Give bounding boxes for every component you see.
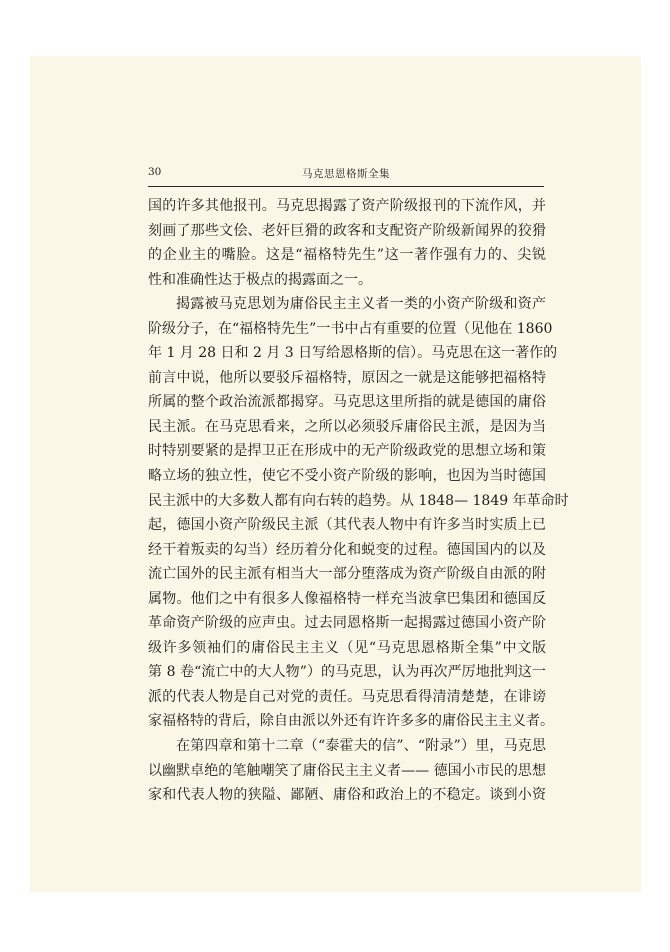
text-line: 以幽默卓绝的笔触嘲笑了庸俗民主主义者—— 德国小市民的思想 — [148, 762, 546, 779]
text-line: 经干着叛卖的勾当）经历着分化和蜕变的过程。德国国内的以及 — [148, 541, 546, 558]
text-line: 革命资产阶级的应声虫。过去同恩格斯一起揭露过德国小资产阶 — [148, 615, 546, 632]
text-line: 民主派。在马克思看来，之所以必须驳斥庸俗民主派，是因为当 — [148, 418, 546, 435]
text-line: 家福格特的背后，除自由派以外还有许许多多的庸俗民主主义者。 — [148, 713, 554, 730]
text-line: 国的许多其他报刊。马克思揭露了资产阶级报刊的下流作风，并 — [148, 198, 546, 214]
text-line: 揭露被马克思划为庸俗民主主义者一类的小资产阶级和资产 — [176, 296, 546, 313]
text-line: 略立场的独立性，使它不受小资产阶级的影响，也因为当时德国 — [148, 468, 546, 485]
text-line: 在第四章和第十二章（“泰霍夫的信”、“附录”）里，马克思 — [176, 738, 546, 755]
text-line: 家和代表人物的狭隘、鄙陋、庸俗和政治上的不稳定。谈到小资 — [148, 787, 546, 804]
text-line: 的企业主的嘴脸。这是“福格特先生”这一著作强有力的、尖锐 — [148, 247, 546, 264]
text-line: 所属的整个政治流派都揭穿。马克思这里所指的就是德国的庸俗 — [148, 394, 546, 411]
text-line: 民主派中的大多数人都有向右转的趋势。从 1848— 1849 年革命时 — [148, 492, 569, 509]
text-line: 性和准确性达于极点的揭露面之一。 — [148, 271, 372, 288]
text-line: 流亡国外的民主派有相当大一部分堕落成为资产阶级自由派的附 — [148, 566, 546, 583]
text-line: 年 1 月 28 日和 2 月 3 日写给恩格斯的信）。马克思在这一著作的 — [148, 345, 558, 362]
running-header — [148, 166, 544, 187]
text-line: 时特别要紧的是捍卫正在形成中的无产阶级政党的思想立场和策 — [148, 443, 546, 460]
page-number: 30 — [148, 166, 162, 178]
text-line: 阶级分子，在“福格特先生”一书中占有重要的位置（见他在 1860 — [148, 320, 553, 337]
text-line: 前言中说，他所以要驳斥福格特，原因之一就是这能够把福格特 — [148, 369, 546, 386]
running-title: 马克思恩格斯全集 — [302, 168, 390, 180]
body-text — [148, 194, 569, 808]
text-line: 派的代表人物是自己对党的责任。马克思看得清清楚楚，在诽谤 — [148, 688, 546, 705]
text-line: 起，德国小资产阶级民主派（其代表人物中有许多当时实质上已 — [148, 517, 546, 534]
text-line: 第 8 卷“流亡中的大人物”）的马克思，认为再次严厉地批判这一 — [148, 664, 546, 681]
text-line: 刻画了那些文侩、老奸巨猾的政客和支配资产阶级新闻界的狡猾 — [148, 222, 546, 239]
text-line: 级许多领袖们的庸俗民主主义（见“马克思恩格斯全集”中文版 — [148, 639, 546, 656]
text-line: 属物。他们之中有很多人像福格特一样充当波拿巴集团和德国反 — [148, 590, 546, 607]
